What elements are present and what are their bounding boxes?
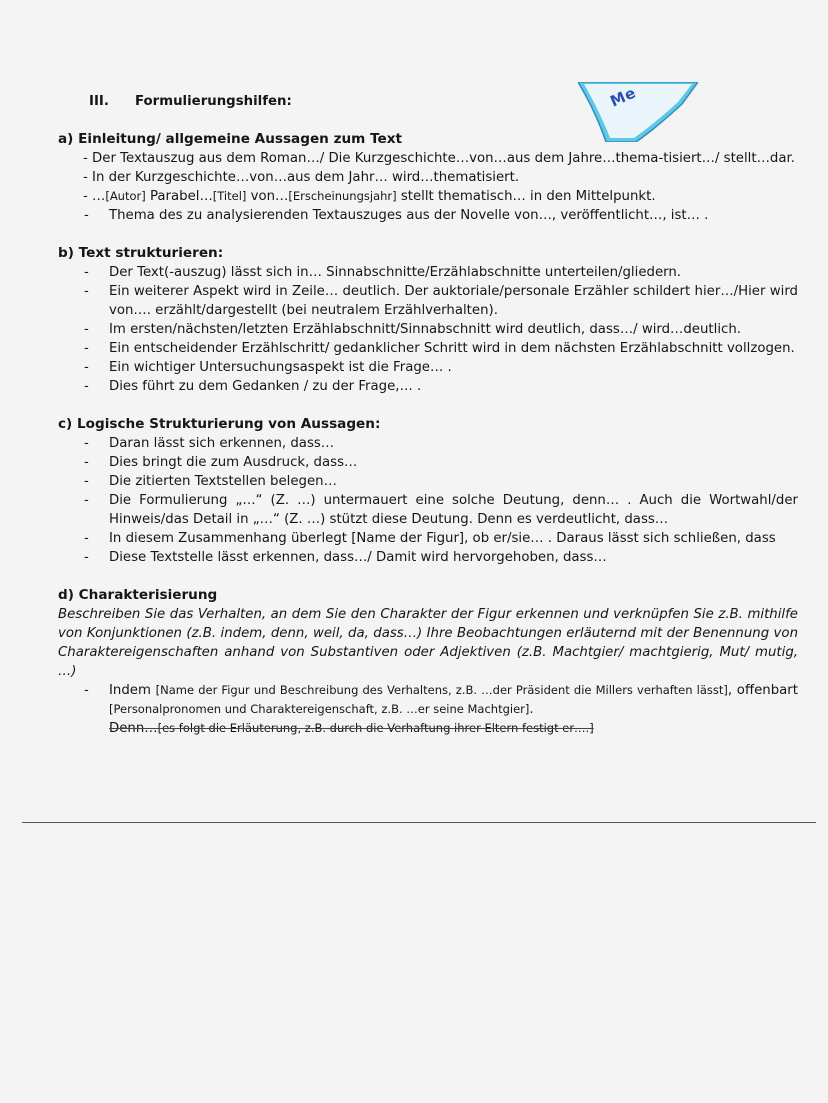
placeholder-explanation: [es folgt die Erläuterung, z.B. durch die Verhaftung ihrer Eltern festigt er….] [157,721,594,735]
list-item-text: Der Text(-auszug) lässt sich in… Sinnabschnitte/Erzählabschnitte unterteilen/gliedern. [109,265,682,280]
section-c-title: c) Logische Strukturierung von Aussagen: [58,416,381,432]
section-b-title: b) Text strukturieren: [58,245,224,261]
text-part: stellt thematisch… in den Mittelpunkt. [396,189,656,204]
list-item [58,320,798,339]
placeholder-figure-behavior: [Name der Figur und Beschreibung des Verhaltens, z.B. …der Präsident die Millers verhaften lässt] [155,683,728,697]
bullet-dash: - [84,474,89,489]
bullet-dash: - [84,284,89,299]
chapter-heading [89,92,798,111]
bullet-dash: - [84,360,89,375]
section-a-title: a) Einleitung/ allgemeine Aussagen zum Text [58,131,403,147]
list-item [58,434,798,453]
bullet-dash: - [84,322,89,337]
bullet-dash: - [84,493,89,508]
list-item [58,453,798,472]
list-item [58,358,798,377]
list-item [58,206,798,225]
section-b-list [58,263,798,396]
section-d [58,586,798,738]
section-a-line-1: - Der Textauszug aus dem Roman…/ Die Kurzgeschichte…von…aus dem Jahre…thema-tisiert…/ stellt…dar. [83,151,795,166]
text-part: , offenbart [727,683,798,698]
list-item [58,263,798,282]
section-a-line-3 [58,187,798,206]
page-cut-line [22,822,816,823]
placeholder-pronoun-trait: [Personalpronomen und Charaktereigenschaft, z.B. …er seine Machtgier] [109,702,530,716]
text-part: von… [246,189,289,204]
list-item-text: Ein wichtiger Untersuchungsaspekt ist die Frage… . [109,360,452,375]
bullet-dash: - [84,341,89,356]
list-item [58,339,798,358]
section-d-list [58,681,798,738]
list-item [58,282,798,320]
list-item-text: Die zitierten Textstellen belegen… [109,474,337,489]
bullet-dash: - [84,379,89,394]
list-item [58,491,798,529]
list-item-text: Thema des zu analysierenden Textauszuges aus der Novelle von…, veröffentlicht…, ist… . [109,208,709,223]
placeholder-year: [Erscheinungsjahr] [288,189,397,203]
list-item-text: In diesem Zusammenhang überlegt [Name der Figur], ob er/sie… . Daraus lässt sich schließen, dass [109,531,776,546]
bullet-dash: - [84,531,89,546]
section-a-line-2: - In der Kurzgeschichte…von…aus dem Jahr… wird…thematisiert. [83,170,520,185]
list-item [58,377,798,396]
list-item-text: Dies führt zu dem Gedanken / zu der Frage,… . [109,379,422,394]
list-item-text: Die Formulierung „…“ (Z. …) untermauert eine solche Deutung, denn… . Auch die Wortwahl/der Hinweis/das Detail in „…“ (Z. …) stützt diese Deutung. Denn es verdeutlicht, dass… [109,493,798,527]
placeholder-title: [Titel] [212,189,247,203]
placeholder-author: [Autor] [105,189,146,203]
bullet-dash: - [84,436,89,451]
sticker-text: Me [607,83,639,111]
section-a-list [58,206,798,225]
section-a [58,130,798,225]
section-d-title: d) Charakterisierung [58,587,218,603]
list-item-text: Ein entscheidender Erzählschritt/ gedanklicher Schritt wird in dem nächsten Erzählabschnitt vollzogen. [109,341,795,356]
text-part: . [529,702,534,717]
list-item [58,548,798,567]
text-part: Parabel… [145,189,213,204]
text-part: - … [83,189,106,204]
list-item-text: Dies bringt die zum Ausdruck, dass… [109,455,358,470]
section-b [58,244,798,396]
list-item-text: Im ersten/nächsten/letzten Erzählabschnitt/Sinnabschnitt wird deutlich, dass…/ wird…deutlich. [109,322,741,337]
list-item-text: Daran lässt sich erkennen, dass… [109,436,335,451]
list-item [58,472,798,491]
list-item [58,529,798,548]
section-c [58,415,798,567]
list-item-text: Diese Textstelle lässt erkennen, dass…/ Damit wird hervorgehoben, dass… [109,550,607,565]
list-item [58,681,798,738]
document-body [58,92,798,757]
section-c-list [58,434,798,567]
text-part: Indem [109,683,156,698]
bullet-dash: - [84,683,89,698]
bullet-dash: - [84,265,89,280]
text-part: Denn… [109,721,158,736]
bullet-dash: - [84,550,89,565]
list-item-text: Ein weiterer Aspekt wird in Zeile… deutlich. Der auktoriale/personale Erzähler schildert hier…/Hier wird von…. erzählt/dargestellt (bei neutralem Erzählverhalten). [109,284,798,318]
bullet-dash: - [84,455,89,470]
bullet-dash: - [84,208,89,223]
section-d-intro: Beschreiben Sie das Verhalten, an dem Sie den Charakter der Figur erkennen und verknüpfen Sie z.B. mithilfe von Konjunktionen (z.B. indem, denn, weil, da, dass…) Ihre Beobachtungen erläuternd mit der Benennung von Charaktereigenschaften anhand von Substantiven oder Adjektiven (z.B. Machtgier/ machtgierig, Mut/ mutig, …) [58,607,798,679]
chapter-number: III. [89,94,109,109]
chapter-title: Formulierungshilfen: [135,94,292,109]
